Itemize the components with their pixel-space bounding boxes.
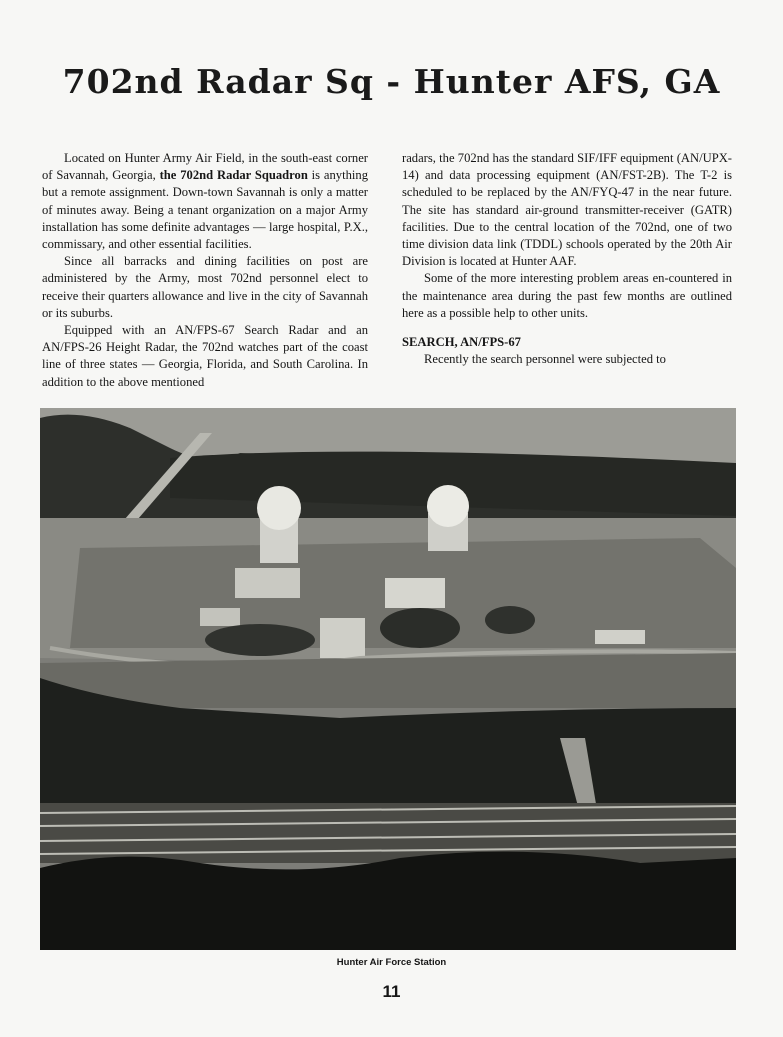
paragraph-text: Located on Hunter Army Air Field, in the south-east corner of Savannah, Georgia, (42, 151, 368, 183)
paragraph (42, 150, 368, 253)
squadron-name: the 702nd Radar Squadron (159, 168, 308, 183)
aerial-photo-illustration (40, 408, 736, 950)
paragraph: Recently the search personnel were subjected to (424, 352, 666, 367)
paragraph: Equipped with an AN/FPS-67 Search Radar and an AN/FPS-26 Height Radar, the 702nd watches part of the coast line of three states — Georgia, Florida, and South Carolina. In addition to the above mentioned (42, 323, 368, 389)
section-heading: SEARCH, AN/FPS-67 (402, 335, 521, 350)
paragraph: radars, the 702nd has the standard SIF/IFF equipment (AN/UPX-14) and data processing equipment (AN/FST-2B). The T-2 is scheduled to be replaced by the AN/FYQ-47 in the near future. The site has standard air-ground transmitter-receiver (GATR) facilities. Due to the central location of the 702nd, one of two time division data link (TDDL) schools operated by the 20th Air Division is located at Hunter AAF. (402, 151, 732, 269)
page-title: 702nd Radar Sq - Hunter AFS, GA (62, 62, 721, 101)
right-column (402, 150, 732, 368)
paragraph: Since all barracks and dining facilities on post are administered by the Army, most 702nd personnel elect to receive their quarters allowance and live in the city of Savannah or its suburbs. (42, 254, 368, 320)
left-column (42, 150, 368, 391)
paragraph-text: is anything but a remote assignment. Down-town Savannah is only a matter of minutes away. Being a tenant organization on a major Army installation has some definite advantages — large hospital, P.X., commissary, and other essential facilities. (42, 168, 368, 252)
page-number: 11 (382, 982, 401, 1001)
aerial-photo (40, 408, 736, 950)
photo-caption: Hunter Air Force Station (336, 957, 447, 968)
paragraph: Some of the more interesting problem areas en-countered in the maintenance area during the past few months are outlined here as a possible help to other units. (402, 271, 732, 320)
